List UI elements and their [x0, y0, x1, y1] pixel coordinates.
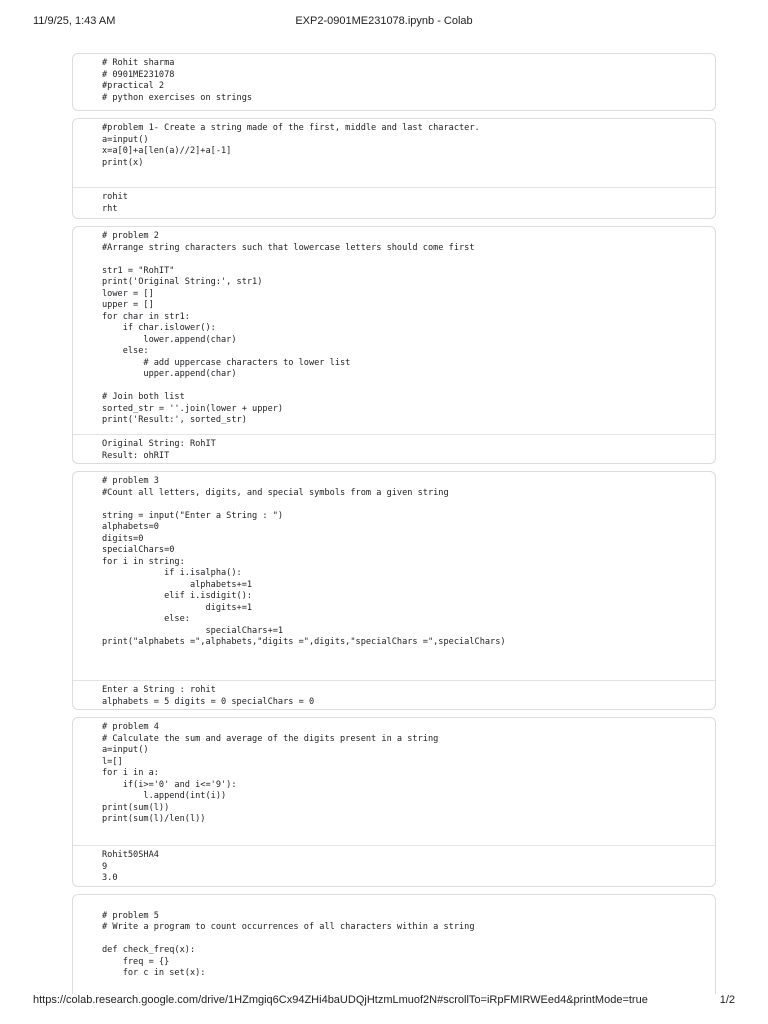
code-line: if(i>='0' and i<='9'): — [102, 779, 237, 790]
cell-output — [73, 187, 715, 218]
cell-output — [73, 845, 715, 886]
output-line: rht — [102, 203, 118, 214]
code-line: #practical 2 — [102, 81, 165, 91]
code-line: # python exercises on strings — [102, 92, 253, 103]
code-line: def check_freq(x): — [102, 945, 196, 955]
notebook-cell-problem-3[interactable] — [72, 471, 716, 710]
code-line: # problem 4 — [102, 722, 159, 732]
code-line: for i in a: — [102, 768, 159, 778]
code-line: # Rohit sharma — [102, 58, 175, 68]
output-line: Enter a String : rohit — [102, 685, 216, 695]
code-line: upper = [] — [102, 300, 154, 310]
code-line: # 0901ME231078 — [102, 69, 175, 80]
code-line: print(x) — [102, 157, 144, 168]
output-line: rohit — [102, 192, 128, 202]
output-line: Rohit50SHA4 — [102, 850, 159, 860]
code-line: print(sum(l)/len(l)) — [102, 814, 206, 824]
code-line: # add uppercase characters to lower list — [102, 357, 351, 368]
print-header — [33, 15, 735, 31]
code-line: # problem 2 — [102, 231, 159, 241]
code-line: a=input() — [102, 134, 149, 145]
code-editor[interactable] — [73, 119, 715, 169]
code-line: digits+=1 — [102, 602, 253, 613]
notebook-cell-intro[interactable] — [72, 53, 716, 111]
code-line: #problem 1- Create a string made of the first, middle and last character. — [102, 123, 480, 133]
cell-output — [73, 680, 715, 709]
code-editor[interactable] — [73, 472, 715, 649]
code-line: for char in str1: — [102, 311, 190, 322]
notebook-cell-problem-5[interactable] — [72, 894, 716, 994]
code-line: specialChars+=1 — [102, 625, 284, 636]
code-line: str1 = "RohIT" — [102, 265, 175, 276]
notebook-cell-problem-4[interactable] — [72, 717, 716, 887]
code-line: if char.islower(): — [102, 323, 216, 333]
code-line: print("alphabets =",alphabets,"digits =",digits,"specialChars =",specialChars) — [102, 637, 506, 647]
code-line: lower.append(char) — [102, 334, 237, 345]
code-line — [102, 934, 715, 946]
cell-output — [73, 434, 715, 463]
output-line: 3.0 — [102, 873, 118, 883]
code-line: for i in string: — [102, 556, 185, 567]
code-line: l=[] — [102, 756, 123, 767]
code-line — [102, 254, 715, 266]
code-line: digits=0 — [102, 533, 144, 544]
code-line: sorted_str = ''.join(lower + upper) — [102, 403, 284, 414]
code-line: else: — [102, 346, 149, 356]
code-line: alphabets=0 — [102, 522, 159, 532]
code-line: elif i.isdigit(): — [102, 591, 253, 601]
code-line: #Arrange string characters such that lowercase letters should come first — [102, 242, 475, 253]
code-line: upper.append(char) — [102, 369, 237, 379]
code-line: # Calculate the sum and average of the digits present in a string — [102, 733, 439, 744]
code-line: x=a[0]+a[len(a)//2]+a[-1] — [102, 146, 232, 156]
code-line: l.append(int(i)) — [102, 791, 227, 801]
document-title: EXP2-0901ME231078.ipynb - Colab — [295, 15, 473, 27]
output-line: Original String: RohIT — [102, 439, 216, 449]
code-line: for c in set(x): — [102, 968, 206, 978]
code-line — [102, 381, 715, 393]
code-line: if i.isalpha(): — [102, 568, 242, 578]
print-footer — [33, 994, 735, 1010]
output-line: Result: ohRIT — [102, 450, 170, 461]
code-editor[interactable] — [73, 718, 715, 826]
page-url: https://colab.research.google.com/drive/1HZmgiq6Cx94ZHi4baUDQjHtzmLmuof2N#scrollTo=iRpFMIRWEed4&printMode=true — [33, 994, 648, 1006]
code-line: print(sum(l)) — [102, 802, 170, 813]
code-line: alphabets+=1 — [102, 579, 253, 590]
code-line: # problem 3 — [102, 476, 159, 486]
code-editor[interactable] — [73, 227, 715, 427]
code-line: print('Original String:', str1) — [102, 277, 263, 287]
output-line: alphabets = 5 digits = 0 specialChars = 0 — [102, 696, 315, 707]
code-line — [102, 899, 715, 911]
code-line: string = input("Enter a String : ") — [102, 510, 284, 521]
notebook-cell-problem-1[interactable] — [72, 118, 716, 219]
code-line: freq = {} — [102, 956, 170, 967]
code-line: a=input() — [102, 745, 149, 755]
code-line: #Count all letters, digits, and special symbols from a given string — [102, 487, 449, 498]
code-line: # Write a program to count occurrences of all characters within a string — [102, 922, 475, 932]
code-line — [102, 499, 715, 511]
output-line: 9 — [102, 861, 108, 872]
print-datetime: 11/9/25, 1:43 AM — [33, 15, 116, 27]
code-editor[interactable] — [73, 895, 715, 980]
page-number: 1/2 — [719, 994, 735, 1006]
code-line: lower = [] — [102, 288, 154, 299]
code-line: # problem 5 — [102, 910, 159, 921]
code-line: else: — [102, 614, 190, 624]
code-editor[interactable] — [73, 54, 715, 104]
code-line: # Join both list — [102, 392, 185, 402]
code-line: specialChars=0 — [102, 545, 175, 555]
notebook-cell-problem-2[interactable] — [72, 226, 716, 464]
code-line: print('Result:', sorted_str) — [102, 415, 247, 425]
